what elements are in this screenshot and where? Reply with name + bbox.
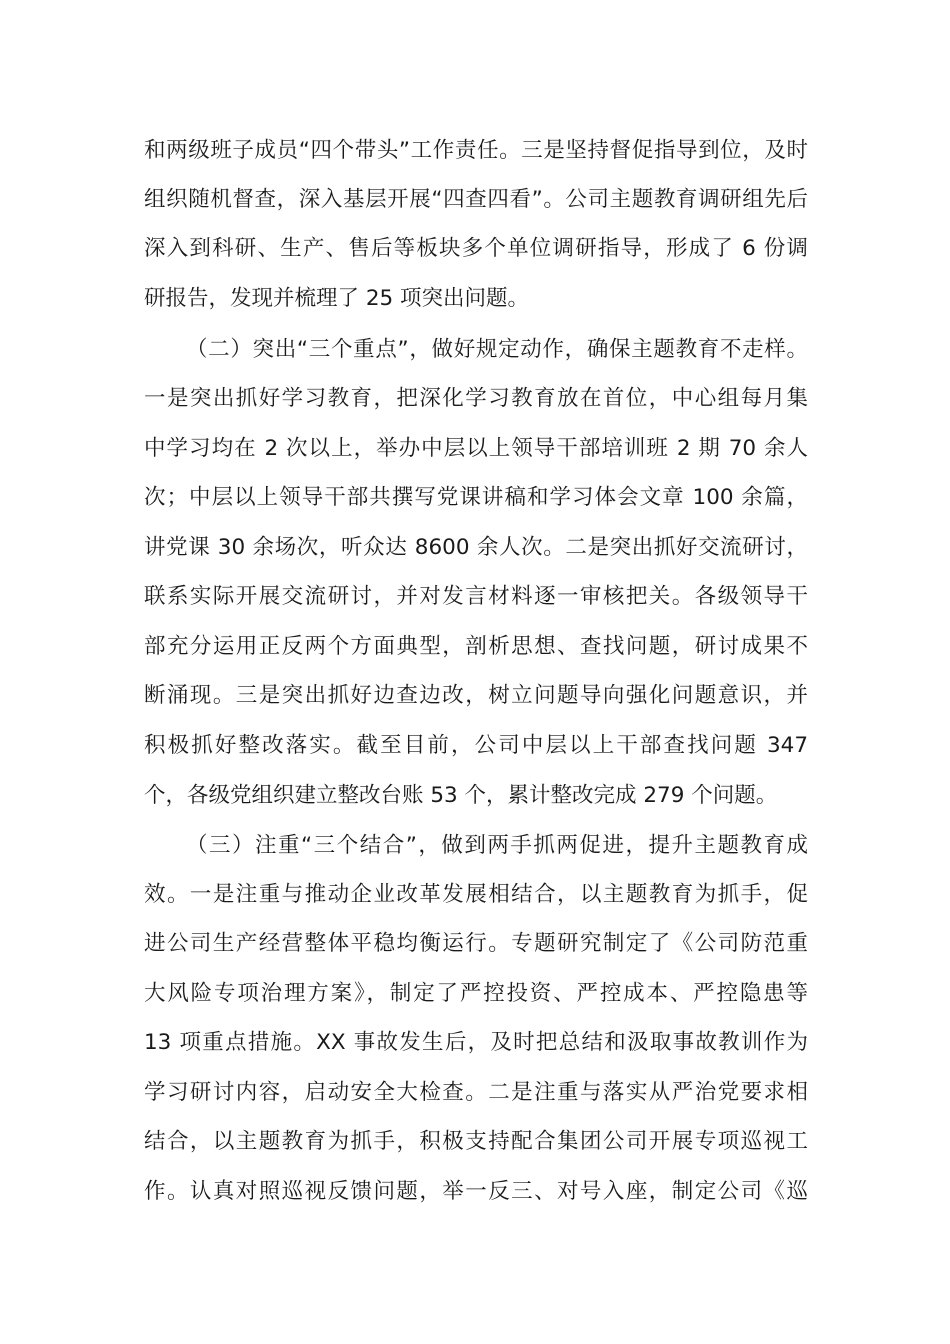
text-line: 进公司生产经营整体平稳均衡运行。专题研究制定了《公司防范重 [144,931,808,956]
text-line: 部充分运用正反两个方面典型，剖析思想、查找问题，研讨成果不 [144,634,808,659]
text-line: 积极抓好整改落实。截至目前，公司中层以上干部查找问题 347 [144,733,808,758]
text-line: 讲党课 30 余场次，听众达 8600 余人次。二是突出抓好交流研讨， [144,535,808,560]
text-line: 大风险专项治理方案》，制定了严控投资、严控成本、严控隐患等 [144,981,808,1006]
text-line: 中学习均在 2 次以上，举办中层以上领导干部培训班 2 期 70 余人 [144,436,808,461]
text-line: 效。一是注重与推动企业改革发展相结合，以主题教育为抓手，促 [144,882,808,907]
text-line: 作。认真对照巡视反馈问题，举一反三、对号入座，制定公司《巡 [144,1179,808,1204]
text-line: 研报告，发现并梳理了 25 项突出问题。 [144,286,530,311]
text-line: 断涌现。三是突出抓好边查边改，树立问题导向强化问题意识，并 [144,683,808,708]
text-line: 13 项重点措施。XX 事故发生后，及时把总结和汲取事故教训作为 [144,1030,808,1055]
text-line: 个，各级党组织建立整改台账 53 个，累计整改完成 279 个问题。 [144,783,778,808]
text-line: 联系实际开展交流研讨，并对发言材料逐一审核把关。各级领导干 [144,584,808,609]
section-heading-line: （三）注重“三个结合”，做到两手抓两促进，提升主题教育成 [186,833,808,858]
text-line: 深入到科研、生产、售后等板块多个单位调研指导，形成了 6 份调 [144,236,808,261]
text-line: 结合，以主题教育为抓手，积极支持配合集团公司开展专项巡视工 [144,1129,808,1154]
text-line: 和两级班子成员“四个带头”工作责任。三是坚持督促指导到位，及时 [144,138,808,163]
text-line: 次；中层以上领导干部共撰写党课讲稿和学习体会文章 100 余篇， [144,485,808,510]
text-line: 一是突出抓好学习教育，把深化学习教育放在首位，中心组每月集 [144,386,808,411]
text-line: 组织随机督查，深入基层开展“四查四看”。公司主题教育调研组先后 [144,187,808,212]
section-heading-line: （二）突出“三个重点”，做好规定动作，确保主题教育不走样。 [186,337,808,362]
text-line: 学习研讨内容，启动安全大检查。二是注重与落实从严治党要求相 [144,1080,808,1105]
